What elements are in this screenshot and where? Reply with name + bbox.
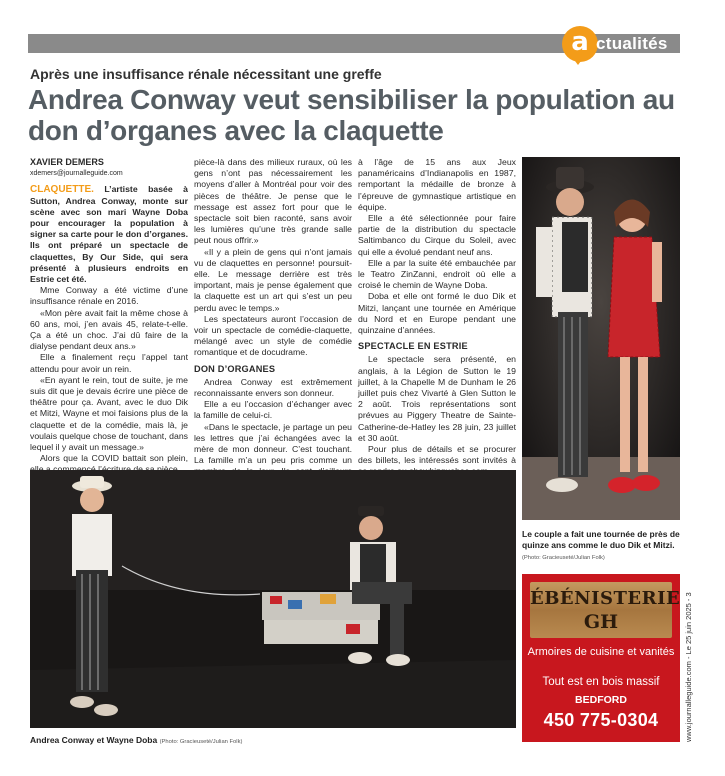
paragraph: Elle a finalement reçu l’appel tant attendu pour avoir un rein.: [30, 352, 188, 374]
logo-circle: a: [562, 26, 598, 62]
paragraph: Elle a par la suite été embauchée par le Teatro ZinZanni, endroit où elle a croisé le chemin de Wayne Doba.: [358, 257, 516, 291]
paragraph: à l’âge de 15 ans aux Jeux panaméricains d’Indianapolis en 1987, remportant la médaille de bronze à l’épreuve de gymnastique artistique en équipe.: [358, 157, 516, 212]
page-footer-vertical: www.journalleguide.com - Le 25 juin 2025 - 3: [684, 592, 693, 742]
paragraph: Les spectateurs auront l’occasion de voir un spectacle de comédie-claquette, mélangé avec un style de comédie romantique et de docudrame.: [194, 313, 352, 358]
ad-phone[interactable]: 450 775-0304: [543, 710, 659, 730]
logo-word: ctualités: [596, 34, 668, 53]
ad-wood-sign: [530, 582, 681, 638]
photo-stage-caption-text: Andrea Conway et Wayne Doba: [30, 735, 158, 745]
paragraph: «En ayant le rein, tout de suite, je me suis dit que je devais écrire une pièce de théâtre pour ça. Avant, avec le duo Dik et Mitzi, Wayne et moi faisions plus de la claquette et de la comédie, mais là, je voulais quelque chose de touchant, dans lequel il y avait un message.»: [30, 374, 188, 453]
advertisement[interactable]: [522, 574, 680, 742]
paragraph: Doba et elle ont formé le duo Dik et Mitzi, lançant une tournée en Amérique du Nord et en Europe pendant une quinzaine d’années.: [358, 291, 516, 336]
paragraph: Le spectacle sera présenté, en anglais, à la Légion de Sutton le 19 juillet, à la Chapelle M de Dunham le 26 juillet puis chez Vivarté à Glen Sutton le 2 août. Trois représentations sont prévues au Piggery Theatre de Sainte-Catherine-de-Hatley les 28 juin, 23 juillet et 30 août.: [358, 354, 516, 443]
ad-business-initials: GH: [583, 611, 619, 633]
photo-stage-caption: [30, 735, 242, 745]
headline: Andrea Conway veut sensibiliser la population au don d’organes avec la claquette: [28, 84, 675, 146]
photo-stage-credit: (Photo: Gracieuseté/Julian Folk): [159, 739, 243, 745]
byline-email: xdemers@journalleguide.com: [30, 170, 123, 178]
paragraph: Andrea Conway est extrêmement reconnaissante envers son donneur.: [194, 376, 352, 399]
photo-couple-credit: (Photo: Gracieuseté/Julian Folk): [522, 555, 605, 561]
photo-stage-illustration: [30, 470, 516, 728]
paragraph: pièce-là dans des milieux ruraux, où les gens n’ont pas nécessairement les moyens d’aller à Montréal pour voir des pièces de théâtre. Je pense que le message est assez fort pour que le spectacle soit bien raconté, sans avoir les lumières qu’une très grande salle peut nous offrir.»: [194, 157, 352, 246]
article-column-3: [358, 157, 516, 523]
photo-couple-illustration: [522, 157, 680, 520]
photo-couple-caption: Le couple a fait une tournée de près de quinze ans comme le duo Dik et Mitzi.: [522, 529, 680, 550]
subheading-organes: DON D’ORGANES: [194, 363, 276, 374]
paragraph: Alors que la COVID battait son plein,: [40, 453, 188, 464]
subheading-spectacle: SPECTACLE EN ESTRIE: [358, 341, 468, 352]
lead-paragraph: [30, 184, 188, 285]
paragraph: «Il y a plein de gens qui n’ont jamais vu de claquettes en personne! poursuit-elle. Le message derrière est très important, mais je pense également que la claquette est un art qui s’est un peu perdu avec le temps.»: [194, 246, 352, 313]
photo-stage: [30, 470, 516, 728]
ad-business-name: ÉBÉNISTERIE: [530, 588, 681, 609]
byline-author: XAVIER DEMERS: [30, 157, 104, 167]
paragraph: Mme Conway a été victime d’une insuffisance rénale en 2016.: [30, 285, 188, 307]
photo-couple: [522, 157, 680, 520]
lead-tag: CLAQUETTE.: [30, 184, 94, 196]
ad-line-wood: Tout est en bois massif: [542, 676, 660, 688]
section-logo: [562, 26, 680, 62]
paragraph: Elle a été sélectionnée pour faire partie de la distribution du spectacle Saltimbanco du Cirque du Soleil, avec qui elle a évolué pendant neuf ans.: [358, 213, 516, 257]
paragraph: Pour plus de détails et se procurer des billets, les intéressés sont invités à: [358, 444, 516, 466]
kicker: Après une insuffisance rénale nécessitant une greffe: [30, 66, 382, 82]
paragraph: Elle a eu l’occasion d’échanger avec la famille de celui-ci.: [194, 399, 352, 421]
paragraph: «Mon père avait fait la même chose à 60 ans, moi, j’en avais 45, relate-t-elle. Ça a été un choc. J’ai dû faire de la dialyse pendant deux ans.»: [30, 307, 188, 352]
ad-city: BEDFORD: [575, 694, 627, 706]
lead-text: L’artiste basée à Sutton, Andrea Conway, monte sur scène avec son mari Wayne Doba pour encourager la population à signer sa carte pour le don d’organes. Ils ont préparé un spectacle de claquettes, By Our Side, qui sera présenté à plusieurs endroits en Estrie cet été.: [30, 184, 188, 285]
ad-line-cabinets: Armoires de cuisine et vanités: [527, 646, 675, 658]
paragraph: «Dans le spectacle, je partage un peu les lettres que j’ai échangées avec la mère de mon donneur. C’est touchant. La famille m’a un peu pris comme un: [194, 421, 352, 466]
